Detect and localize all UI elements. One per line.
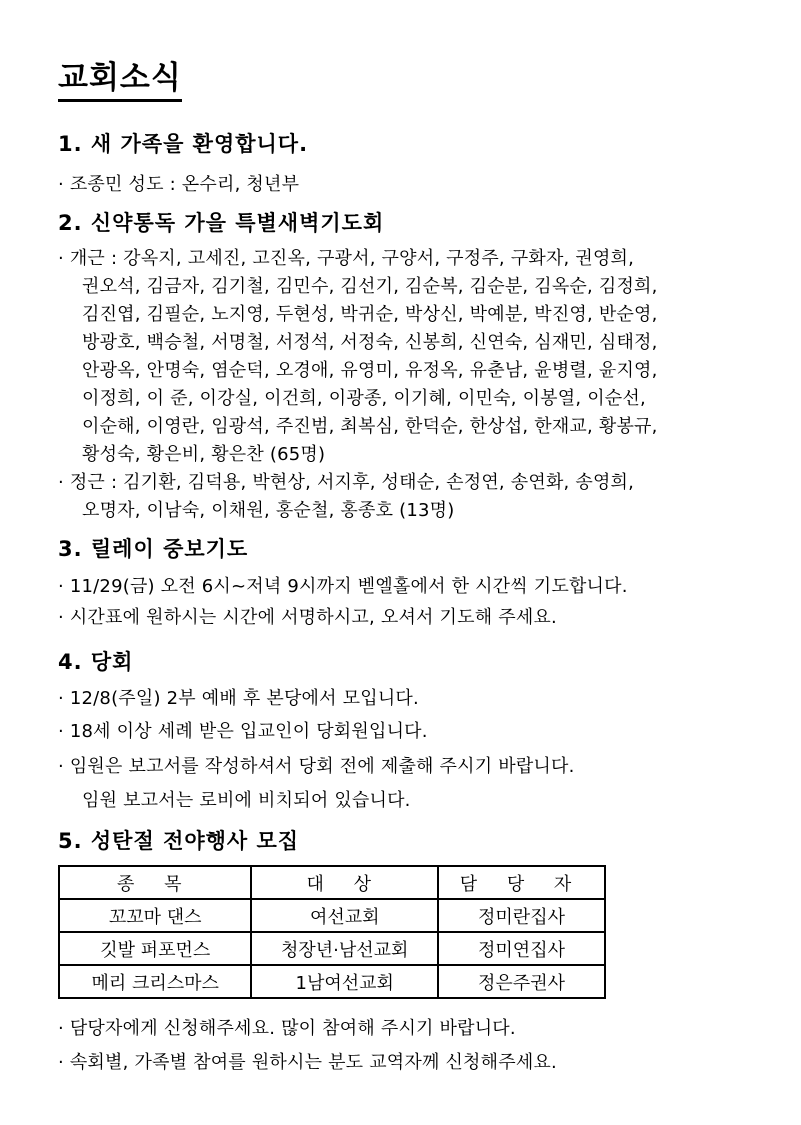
section-5-line: · 담당자에게 신청해주세요. 많이 참여해 주시기 바랍니다. [58, 1018, 516, 1039]
attendance-full-names: 방광호, 백승철, 서명철, 서정석, 서정숙, 신봉희, 신연숙, 심재민, 심태정, [82, 332, 658, 353]
attendance-full-names: 김진엽, 김필순, 노지영, 두현성, 박귀순, 박상신, 박예분, 박진영, 반순영, [82, 304, 658, 325]
section-3-heading: 3. 릴레이 중보기도 [58, 537, 249, 561]
section-4-line: · 18세 이상 세례 받은 입교인이 당회원입니다. [58, 721, 428, 742]
page-title: 교회소식 [58, 58, 182, 102]
table-cell: 깃발 퍼포먼스 [59, 932, 251, 965]
section-4-line: · 임원은 보고서를 작성하셔서 당회 전에 제출해 주시기 바랍니다. [58, 756, 575, 777]
section-1-line: · 조종민 성도 : 온수리, 청년부 [58, 174, 300, 195]
table-header-cell: 대 상 [251, 866, 438, 899]
attendance-regular-count: 오명자, 이남숙, 이채원, 홍순철, 홍종호 (13명) [82, 500, 455, 521]
attendance-full-line: · 개근 : 강옥지, 고세진, 고진옥, 구광서, 구양서, 구정주, 구화자, 권영희, [58, 248, 635, 269]
section-3-line: · 11/29(금) 오전 6시~저녁 9시까지 벧엘홀에서 한 시간씩 기도합니다. [58, 576, 628, 597]
attendance-full-names: 이순해, 이영란, 임광석, 주진범, 최복심, 한덕순, 한상섭, 한재교, 황봉규, [82, 416, 658, 437]
table-header-row [59, 866, 605, 899]
section-5-heading: 5. 성탄절 전야행사 모집 [58, 829, 300, 853]
section-5-line: · 속회별, 가족별 참여를 원하시는 분도 교역자께 신청해주세요. [58, 1052, 557, 1073]
section-4-line: 임원 보고서는 로비에 비치되어 있습니다. [82, 790, 411, 811]
attendance-full-names: 권오석, 김금자, 김기철, 김민수, 김선기, 김순복, 김순분, 김옥순, 김정희, [82, 276, 658, 297]
table-header-cell: 담 당 자 [438, 866, 605, 899]
table-cell: 여선교회 [251, 899, 438, 932]
attendance-full-names: 안광옥, 안명숙, 염순덕, 오경애, 유영미, 유정옥, 유춘남, 윤병렬, 윤지영, [82, 360, 658, 381]
section-2-heading: 2. 신약통독 가을 특별새벽기도회 [58, 211, 385, 235]
table-row [59, 932, 605, 965]
table-cell: 정미란집사 [438, 899, 605, 932]
attendance-full-count: 황성숙, 황은비, 황은찬 (65명) [82, 444, 326, 465]
attendance-full-names: 이정희, 이 준, 이강실, 이건희, 이광종, 이기혜, 이민숙, 이봉열, 이순선, [82, 388, 646, 409]
table-cell: 정미연집사 [438, 932, 605, 965]
table-header-cell: 종 목 [59, 866, 251, 899]
table-cell: 메리 크리스마스 [59, 965, 251, 998]
section-1-heading: 1. 새 가족을 환영합니다. [58, 132, 309, 156]
section-3-line: · 시간표에 원하시는 시간에 서명하시고, 오셔서 기도해 주세요. [58, 607, 557, 628]
table-cell: 1남여선교회 [251, 965, 438, 998]
table-cell: 청장년·남선교회 [251, 932, 438, 965]
table-row [59, 965, 605, 998]
attendance-regular-line: · 정근 : 김기환, 김덕용, 박현상, 서지후, 성태순, 손정연, 송연화, 송영희, [58, 472, 635, 493]
table-cell: 정은주권사 [438, 965, 605, 998]
section-4-heading: 4. 당회 [58, 650, 134, 674]
table-cell: 꼬꼬마 댄스 [59, 899, 251, 932]
section-4-line: · 12/8(주일) 2부 예배 후 본당에서 모입니다. [58, 688, 419, 709]
christmas-event-table [58, 865, 606, 999]
table-row [59, 899, 605, 932]
